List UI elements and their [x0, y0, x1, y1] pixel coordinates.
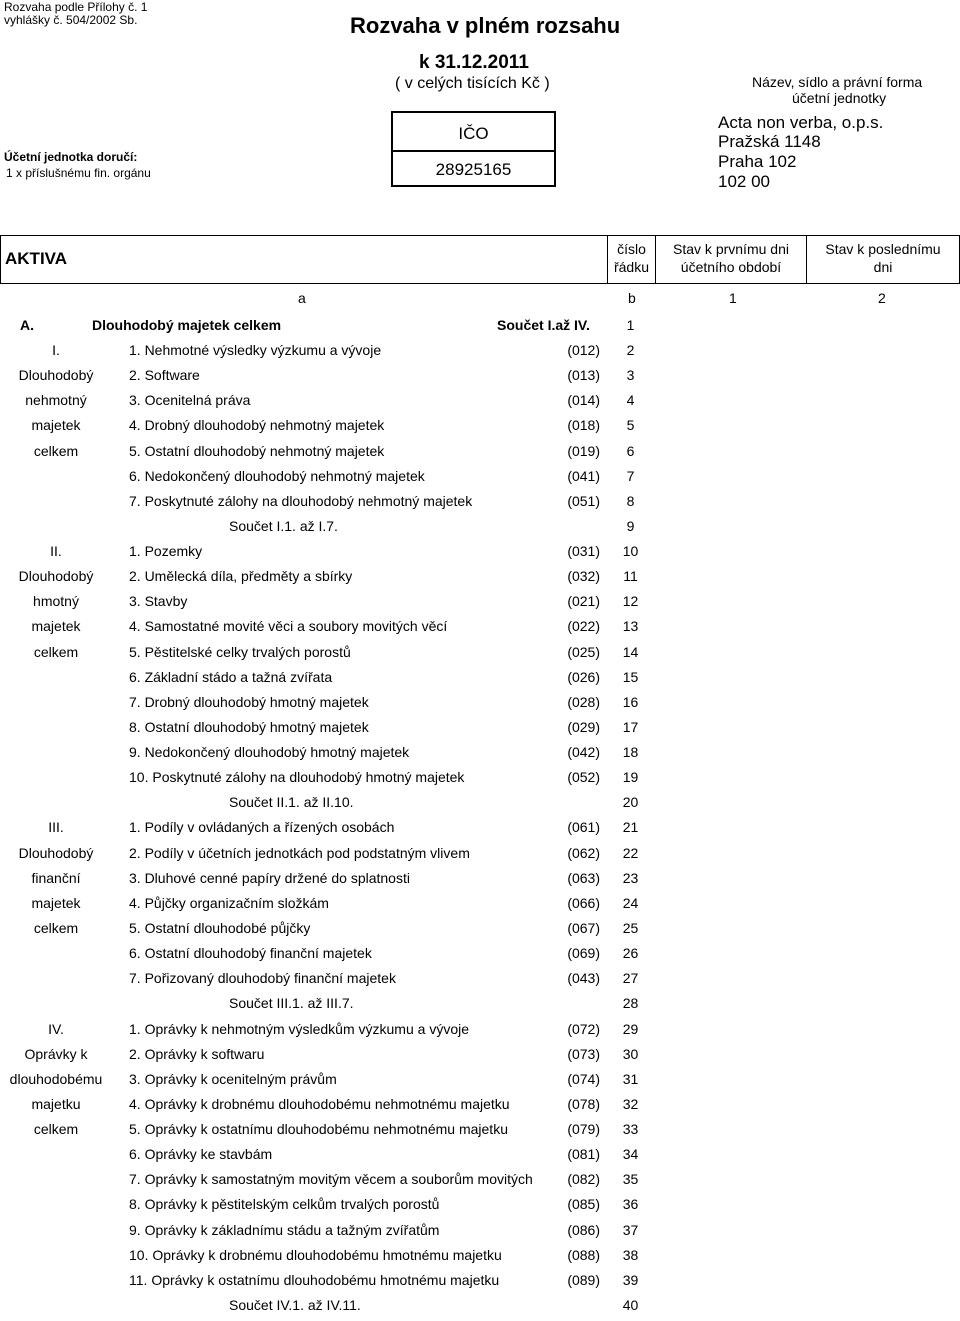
row-number: 11 — [623, 568, 638, 585]
row-number: 22 — [622, 844, 639, 861]
table-row — [0, 1268, 660, 1293]
item-name: 4. Oprávky k drobnému dlouhodobému nehmotnému majetku — [129, 1095, 510, 1112]
section-label: II. — [50, 543, 62, 560]
col-2-label: 2 — [878, 290, 886, 306]
period-start-header-line2: účetního období — [680, 259, 782, 275]
table-row — [0, 765, 660, 790]
table-row — [0, 715, 660, 740]
deliver-label: Účetní jednotka doručí: — [4, 150, 138, 164]
item-name: 5. Ostatní dlouhodobé půjčky — [129, 919, 311, 936]
row-number: 19 — [622, 769, 639, 786]
row-number: 13 — [622, 618, 639, 635]
account-code: (063) — [567, 869, 600, 886]
row-number: 20 — [622, 794, 639, 811]
table-row — [0, 363, 660, 388]
row-number: 7 — [626, 467, 635, 484]
account-code: (021) — [567, 593, 600, 610]
item-name: 6. Ostatní dlouhodobý finanční majetek — [129, 945, 372, 962]
entity-label-line1: Název, sídlo a právní forma — [752, 74, 923, 90]
section-label: celkem — [33, 442, 79, 459]
item-name: 2. Oprávky k softwaru — [129, 1045, 265, 1062]
aktiva-label: AKTIVA — [5, 249, 68, 268]
deliver-line — [6, 166, 151, 180]
table-row — [0, 966, 660, 991]
section-label: Dlouhodobý — [18, 568, 94, 585]
account-code: (061) — [567, 819, 600, 836]
row-number: 27 — [622, 970, 639, 987]
item-name: 4. Drobný dlouhodobý nehmotný majetek — [129, 417, 385, 434]
account-code: (072) — [567, 1020, 600, 1037]
account-code: (043) — [567, 970, 600, 987]
deliver-to: příslušnému fin. orgánu — [25, 166, 151, 180]
account-code: (026) — [567, 668, 600, 685]
section-label: Oprávky k — [24, 1045, 88, 1062]
account-code: (041) — [567, 467, 600, 484]
item-name: 3. Oprávky k ocenitelným právům — [129, 1070, 337, 1087]
table-row — [0, 564, 660, 589]
account-code: (032) — [567, 568, 600, 585]
entity-label-line2: účetní jednotky — [792, 90, 887, 106]
ico-box — [391, 111, 556, 187]
account-code: (013) — [567, 367, 600, 384]
item-name: 7. Oprávky k samostatným movitým věcem a souborům movitých — [129, 1171, 533, 1188]
account-code: (051) — [567, 492, 600, 509]
item-name: 10. Oprávky k drobnému dlouhodobému hmotnému majetku — [129, 1246, 502, 1263]
table-row — [0, 866, 660, 891]
row-number: 12 — [622, 593, 639, 610]
item-name: 5. Ostatní dlouhodobý nehmotný majetek — [129, 442, 385, 459]
row-number: 16 — [622, 693, 639, 710]
table-row — [0, 1243, 660, 1268]
row-number: 35 — [622, 1171, 639, 1188]
account-code: (081) — [567, 1146, 600, 1163]
row-number: 34 — [622, 1146, 639, 1163]
item-name: 11. Oprávky k ostatnímu dlouhodobému hmotnému majetku — [129, 1271, 500, 1288]
account-code: (078) — [567, 1095, 600, 1112]
account-code: (014) — [567, 392, 600, 409]
item-name: 7. Drobný dlouhodobý hmotný majetek — [129, 693, 369, 710]
row-number-header — [607, 235, 656, 284]
row-number: 37 — [622, 1221, 639, 1238]
item-name: 1. Oprávky k nehmotným výsledkům výzkumu a vývoje — [129, 1020, 470, 1037]
table-row — [0, 388, 660, 413]
account-code: (082) — [567, 1171, 600, 1188]
item-name: 5. Pěstitelské celky trvalých porostů — [129, 643, 351, 660]
ico-value: 28925165 — [435, 160, 512, 179]
section-label: celkem — [33, 643, 79, 660]
account-code: (079) — [567, 1121, 600, 1138]
section-label: finanční — [31, 869, 81, 886]
account-code: (089) — [567, 1271, 600, 1288]
table-row — [0, 1017, 660, 1042]
table-row — [0, 815, 660, 840]
section-label: celkem — [33, 1121, 79, 1138]
item-name: 1. Pozemky — [129, 543, 203, 560]
row-number: 17 — [622, 718, 639, 735]
table-row — [0, 338, 660, 363]
subtotal-row — [0, 1293, 660, 1318]
row-number: 29 — [622, 1020, 639, 1037]
row-number: 2 — [626, 342, 635, 358]
table-row — [0, 1192, 660, 1217]
section-label: majetku — [31, 1095, 81, 1112]
section-label: hmotný — [33, 593, 79, 610]
row-number: 3 — [626, 367, 635, 384]
entity-street: Pražská 1148 — [718, 132, 821, 151]
table-row — [0, 1092, 660, 1117]
item-name: 7. Pořizovaný dlouhodobý finanční majetek — [129, 970, 396, 987]
attachment-note-line2: vyhlášky č. 504/2002 Sb. — [4, 13, 138, 27]
row-number: 33 — [622, 1121, 639, 1138]
item-name: 9. Nedokončený dlouhodobý hmotný majetek — [129, 744, 410, 761]
row-number: 21 — [622, 819, 639, 836]
account-code: (086) — [567, 1221, 600, 1238]
account-code: (062) — [567, 844, 600, 861]
account-code: (029) — [567, 718, 600, 735]
row-number: 9 — [626, 517, 635, 534]
item-name: 7. Poskytnuté zálohy na dlouhodobý nehmotný majetek — [129, 492, 473, 509]
item-name: 2. Software — [129, 367, 200, 384]
table-row — [0, 1167, 660, 1192]
item-name: 6. Základní stádo a tažná zvířata — [129, 668, 333, 685]
row-number: 6 — [626, 442, 635, 459]
account-code: (028) — [567, 693, 600, 710]
row-number: 26 — [622, 945, 639, 962]
table-row — [0, 1142, 660, 1167]
section-label: Dlouhodobý — [18, 367, 94, 384]
table-row — [0, 1042, 660, 1067]
account-code: (088) — [567, 1246, 600, 1263]
item-name: 4. Samostatné movité věci a soubory movitých věcí — [129, 618, 448, 635]
page-title: Rozvaha v plném rozsahu — [350, 13, 621, 38]
deliver-qty: 1 — [6, 166, 13, 180]
item-name: 1. Podíly v ovládaných a řízených osobách — [129, 819, 395, 836]
table-row — [0, 690, 660, 715]
row-number-header-line1: číslo — [617, 241, 646, 257]
subtotal-label: Součet I.1. až I.7. — [229, 517, 338, 534]
account-code: (066) — [567, 894, 600, 911]
item-name: 4. Půjčky organizačním složkám — [129, 894, 329, 911]
item-name: 6. Nedokončený dlouhodobý nehmotný majetek — [129, 467, 425, 484]
table-row — [0, 640, 660, 665]
row-number: 15 — [622, 668, 639, 685]
table-row — [0, 1117, 660, 1142]
attachment-note-line1: Rozvaha podle Přílohy č. 1 — [4, 0, 148, 14]
account-code: (019) — [567, 442, 600, 459]
table-row — [0, 891, 660, 916]
row-number: 28 — [622, 995, 639, 1012]
account-code: (073) — [567, 1045, 600, 1062]
row-number: 10 — [622, 543, 639, 560]
item-name: 3. Stavby — [129, 593, 188, 610]
table-row — [0, 589, 660, 614]
item-name: 3. Dluhové cenné papíry držené do splatnosti — [129, 869, 410, 886]
section-label: III. — [48, 819, 64, 836]
item-name: 10. Poskytnuté zálohy na dlouhodobý hmotný majetek — [129, 769, 465, 786]
row-number: 8 — [626, 492, 635, 509]
section-a-letter: A. — [20, 317, 34, 333]
account-code: (085) — [567, 1196, 600, 1213]
row-number: 4 — [626, 392, 635, 409]
subtotal-label: Součet II.1. až II.10. — [229, 794, 354, 811]
section-label: dlouhodobému — [9, 1070, 103, 1087]
table-row — [0, 413, 660, 438]
subtotal-label: Součet IV.1. až IV.11. — [229, 1296, 361, 1313]
period-start-header-line1: Stav k prvnímu dni — [673, 241, 789, 257]
row-number: 14 — [622, 643, 639, 660]
row-number: 23 — [622, 869, 639, 886]
ico-label: IČO — [458, 124, 489, 143]
account-code: (074) — [567, 1070, 600, 1087]
period-end-header — [806, 235, 960, 284]
subtotal-row — [0, 790, 660, 815]
balance-date: k 31.12.2011 — [419, 52, 529, 73]
subtotal-row — [0, 991, 660, 1016]
col-1-label: 1 — [729, 290, 737, 306]
item-name: 5. Oprávky k ostatnímu dlouhodobému nehmotnému majetku — [129, 1121, 508, 1138]
row-number: 36 — [622, 1196, 639, 1213]
account-code: (018) — [567, 417, 600, 434]
entity-city: Praha 102 — [718, 152, 797, 171]
entity-name: Acta non verba, o.p.s. — [718, 113, 884, 132]
period-end-header-line2: dni — [873, 259, 893, 275]
row-number: 40 — [622, 1296, 639, 1313]
account-code: (012) — [567, 342, 600, 358]
row-number: 5 — [626, 417, 635, 434]
section-label: Dlouhodobý — [18, 844, 94, 861]
table-row — [0, 489, 660, 514]
table-row — [0, 665, 660, 690]
subtotal-label: Součet III.1. až III.7. — [229, 995, 354, 1012]
row-number: 18 — [622, 744, 639, 761]
item-name: 8. Ostatní dlouhodobý hmotný majetek — [129, 718, 369, 735]
period-end-header-line1: Stav k poslednímu — [825, 241, 941, 257]
table-row — [0, 916, 660, 941]
account-code: (052) — [567, 769, 600, 786]
currency-unit: ( v celých tisících Kč ) — [395, 75, 550, 92]
entity-zip: 102 00 — [718, 172, 770, 191]
section-a-row-number: 1 — [626, 317, 635, 333]
section-label: I. — [52, 342, 60, 358]
item-name: 2. Umělecká díla, předměty a sbírky — [129, 568, 353, 585]
account-code: (022) — [567, 618, 600, 635]
item-name: 6. Oprávky ke stavbám — [129, 1146, 273, 1163]
table-row — [0, 941, 660, 966]
section-label: majetek — [31, 894, 81, 911]
item-name: 3. Ocenitelná práva — [129, 392, 251, 409]
item-name: 8. Oprávky k pěstitelským celkům trvalých porostů — [129, 1196, 440, 1213]
account-code: (069) — [567, 945, 600, 962]
account-code: (042) — [567, 744, 600, 761]
section-a-label: Dlouhodobý majetek celkem — [92, 317, 282, 333]
col-a-label: a — [298, 290, 306, 306]
section-a-row — [0, 313, 660, 338]
table-row — [0, 1218, 660, 1243]
table-row — [0, 539, 660, 564]
subtotal-row — [0, 514, 660, 539]
section-a-sum: Součet I.až IV. — [497, 317, 590, 333]
deliver-x: x — [16, 166, 23, 180]
item-name: 9. Oprávky k základnímu stádu a tažným zvířatům — [129, 1221, 440, 1238]
row-number: 31 — [622, 1070, 639, 1087]
table-row — [0, 464, 660, 489]
account-code: (067) — [567, 919, 600, 936]
col-b-label: b — [628, 290, 636, 306]
table-row — [0, 740, 660, 765]
row-number: 32 — [622, 1095, 639, 1112]
table-row — [0, 841, 660, 866]
section-label: majetek — [31, 417, 81, 434]
row-number: 30 — [622, 1045, 639, 1062]
item-name: 1. Nehmotné výsledky výzkumu a vývoje — [129, 342, 382, 358]
row-number: 38 — [622, 1246, 639, 1263]
table-row — [0, 1067, 660, 1092]
period-start-header — [655, 235, 807, 284]
item-name: 2. Podíly v účetních jednotkách pod podstatným vlivem — [129, 844, 470, 861]
row-number-header-line2: řádku — [613, 259, 650, 275]
table-row — [0, 439, 660, 464]
row-number: 39 — [622, 1271, 639, 1288]
section-label: majetek — [31, 618, 81, 635]
row-number: 24 — [622, 894, 639, 911]
account-code: (031) — [567, 543, 600, 560]
section-label: IV. — [48, 1020, 64, 1037]
account-code: (025) — [567, 643, 600, 660]
row-number: 25 — [622, 919, 639, 936]
section-label: nehmotný — [25, 392, 87, 409]
section-label: celkem — [33, 919, 79, 936]
table-row — [0, 614, 660, 639]
